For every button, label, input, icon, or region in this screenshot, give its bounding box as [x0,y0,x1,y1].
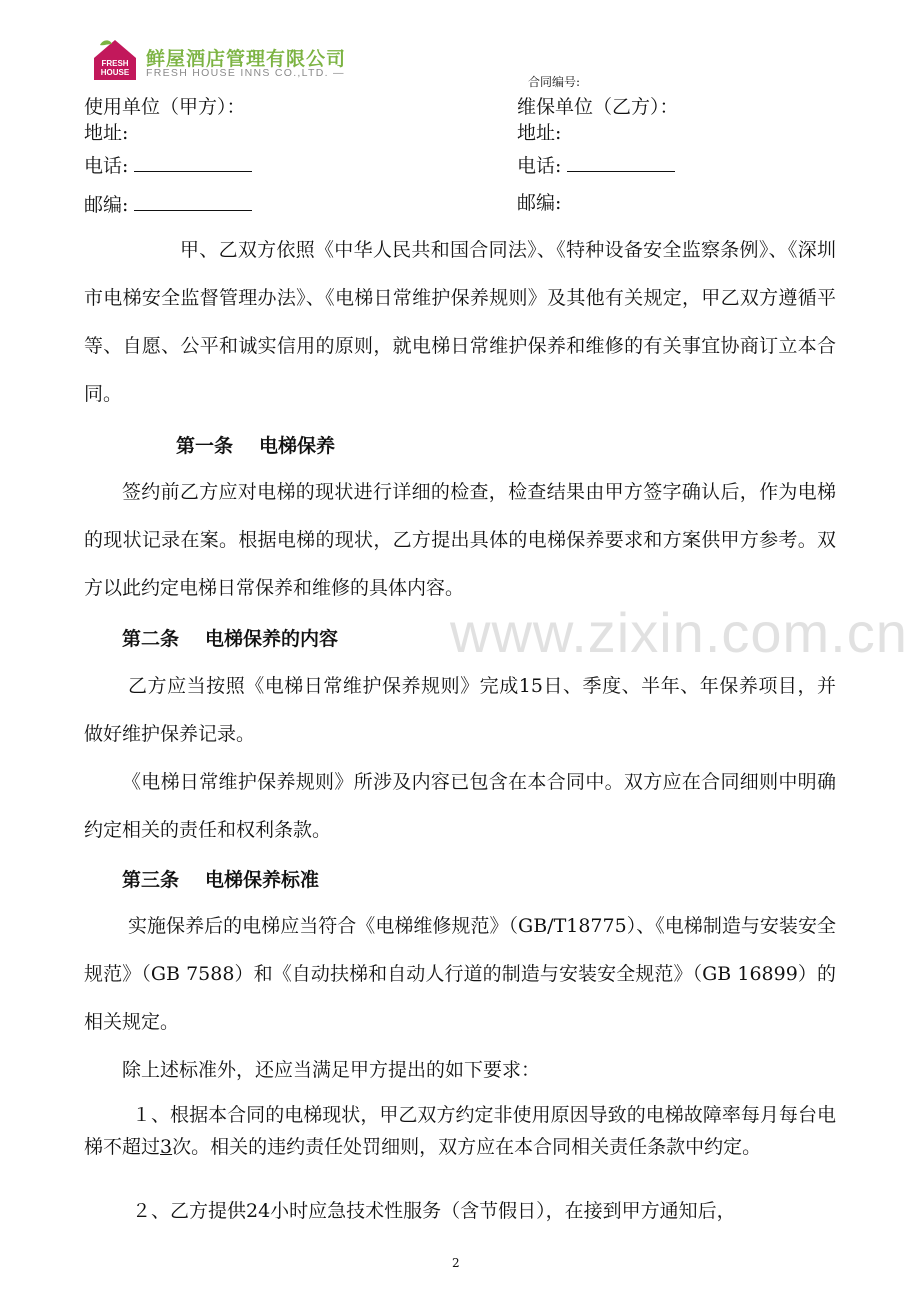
article-1-body: 签约前乙方应对电梯的现状进行详细的检查，检查结果由甲方签字确认后，作为电梯的现状记录在案。根据电梯的现状，乙方提出具体的电梯保养要求和方案供甲方参考。双方以此约定电梯日常保养和维修的具体内容。 [84,481,836,599]
party-b-address: 地址: [517,122,562,144]
party-b-phone-label: 电话: [517,155,562,177]
item-1-text-after: 次。相关的违约责任处罚细则，双方应在本合同相关责任条款中约定。 [172,1136,762,1158]
company-name-cn: 鲜屋酒店管理有限公司 [146,48,347,70]
article-3-item-2: ２、乙方提供24小时应急技术性服务（含节假日），在接到甲方通知后， [132,1200,736,1222]
article-1-title: 电梯保养 [259,435,336,457]
article-2-title: 电梯保养的内容 [205,628,339,650]
article-1-number: 第一条 [176,435,234,457]
party-b-phone-row [517,155,675,176]
page-number: 2 [452,1256,460,1270]
article-3-body-2: 除上述标准外，还应当满足甲方提出的如下要求： [122,1059,541,1081]
article-3-heading [122,865,319,892]
article-2-heading [122,624,338,651]
logo-badge-line1: FRESH [101,59,129,68]
party-a-phone-label: 电话: [84,155,129,177]
article-3-item-1 [84,1099,836,1163]
house-logo-icon [90,36,140,82]
party-a-postcode-row [84,194,252,215]
article-3-body-1: 实施保养后的电梯应当符合《电梯维修规范》（GB/T18775）、《电梯制造与安装安全规范》（GB 7588）和《自动扶梯和自动人行道的制造与安装安全规范》（GB 16899）的相关规定。 [84,915,836,1033]
party-a-postcode-blank [134,194,252,211]
item-1-fault-limit: 3 [160,1136,173,1158]
party-a-label: 使用单位（甲方）： [84,96,246,118]
item-1-text-before: １、根据本合同的电梯现状，甲乙双方约定非使用原因导致的电梯故障率每月每台电梯不超过 [84,1104,836,1158]
article-2-body-1: 乙方应当按照《电梯日常维护保养规则》完成15日、季度、半年、年保养项目，并做好维护保养记录。 [84,675,836,745]
company-logo [90,36,390,82]
party-a-postcode-label: 邮编: [84,194,129,216]
party-a-address: 地址: [84,122,129,144]
article-3-title: 电梯保养标准 [205,869,320,891]
article-3-number: 第三条 [122,869,180,891]
company-name-en: FRESH HOUSE INNS CO.,LTD. — [146,67,345,79]
party-b-postcode: 邮编: [517,192,562,214]
article-2-number: 第二条 [122,628,180,650]
party-b-phone-blank [567,155,675,172]
article-1-heading [176,431,335,458]
article-2-body-2: 《电梯日常维护保养规则》所涉及内容已包含在本合同中。双方应在合同细则中明确约定相关的责任和权利条款。 [84,771,836,841]
intro-paragraph: 甲、乙双方依照《中华人民共和国合同法》、《特种设备安全监察条例》、《深圳市电梯安全监督管理办法》、《电梯日常维护保养规则》及其他有关规定，甲乙双方遵循平等、自愿、公平和诚实信用的原则，就电梯日常维护保养和维修的有关事宜协商订立本合同。 [84,239,836,405]
party-b-label: 维保单位（乙方）： [517,96,679,118]
party-a-phone-blank [134,155,252,172]
contract-number-label: 合同编号: [528,75,581,89]
party-a-phone-row [84,155,252,176]
watermark: www.zixin.com.cn [450,601,908,664]
logo-badge-line2: HOUSE [100,68,130,77]
